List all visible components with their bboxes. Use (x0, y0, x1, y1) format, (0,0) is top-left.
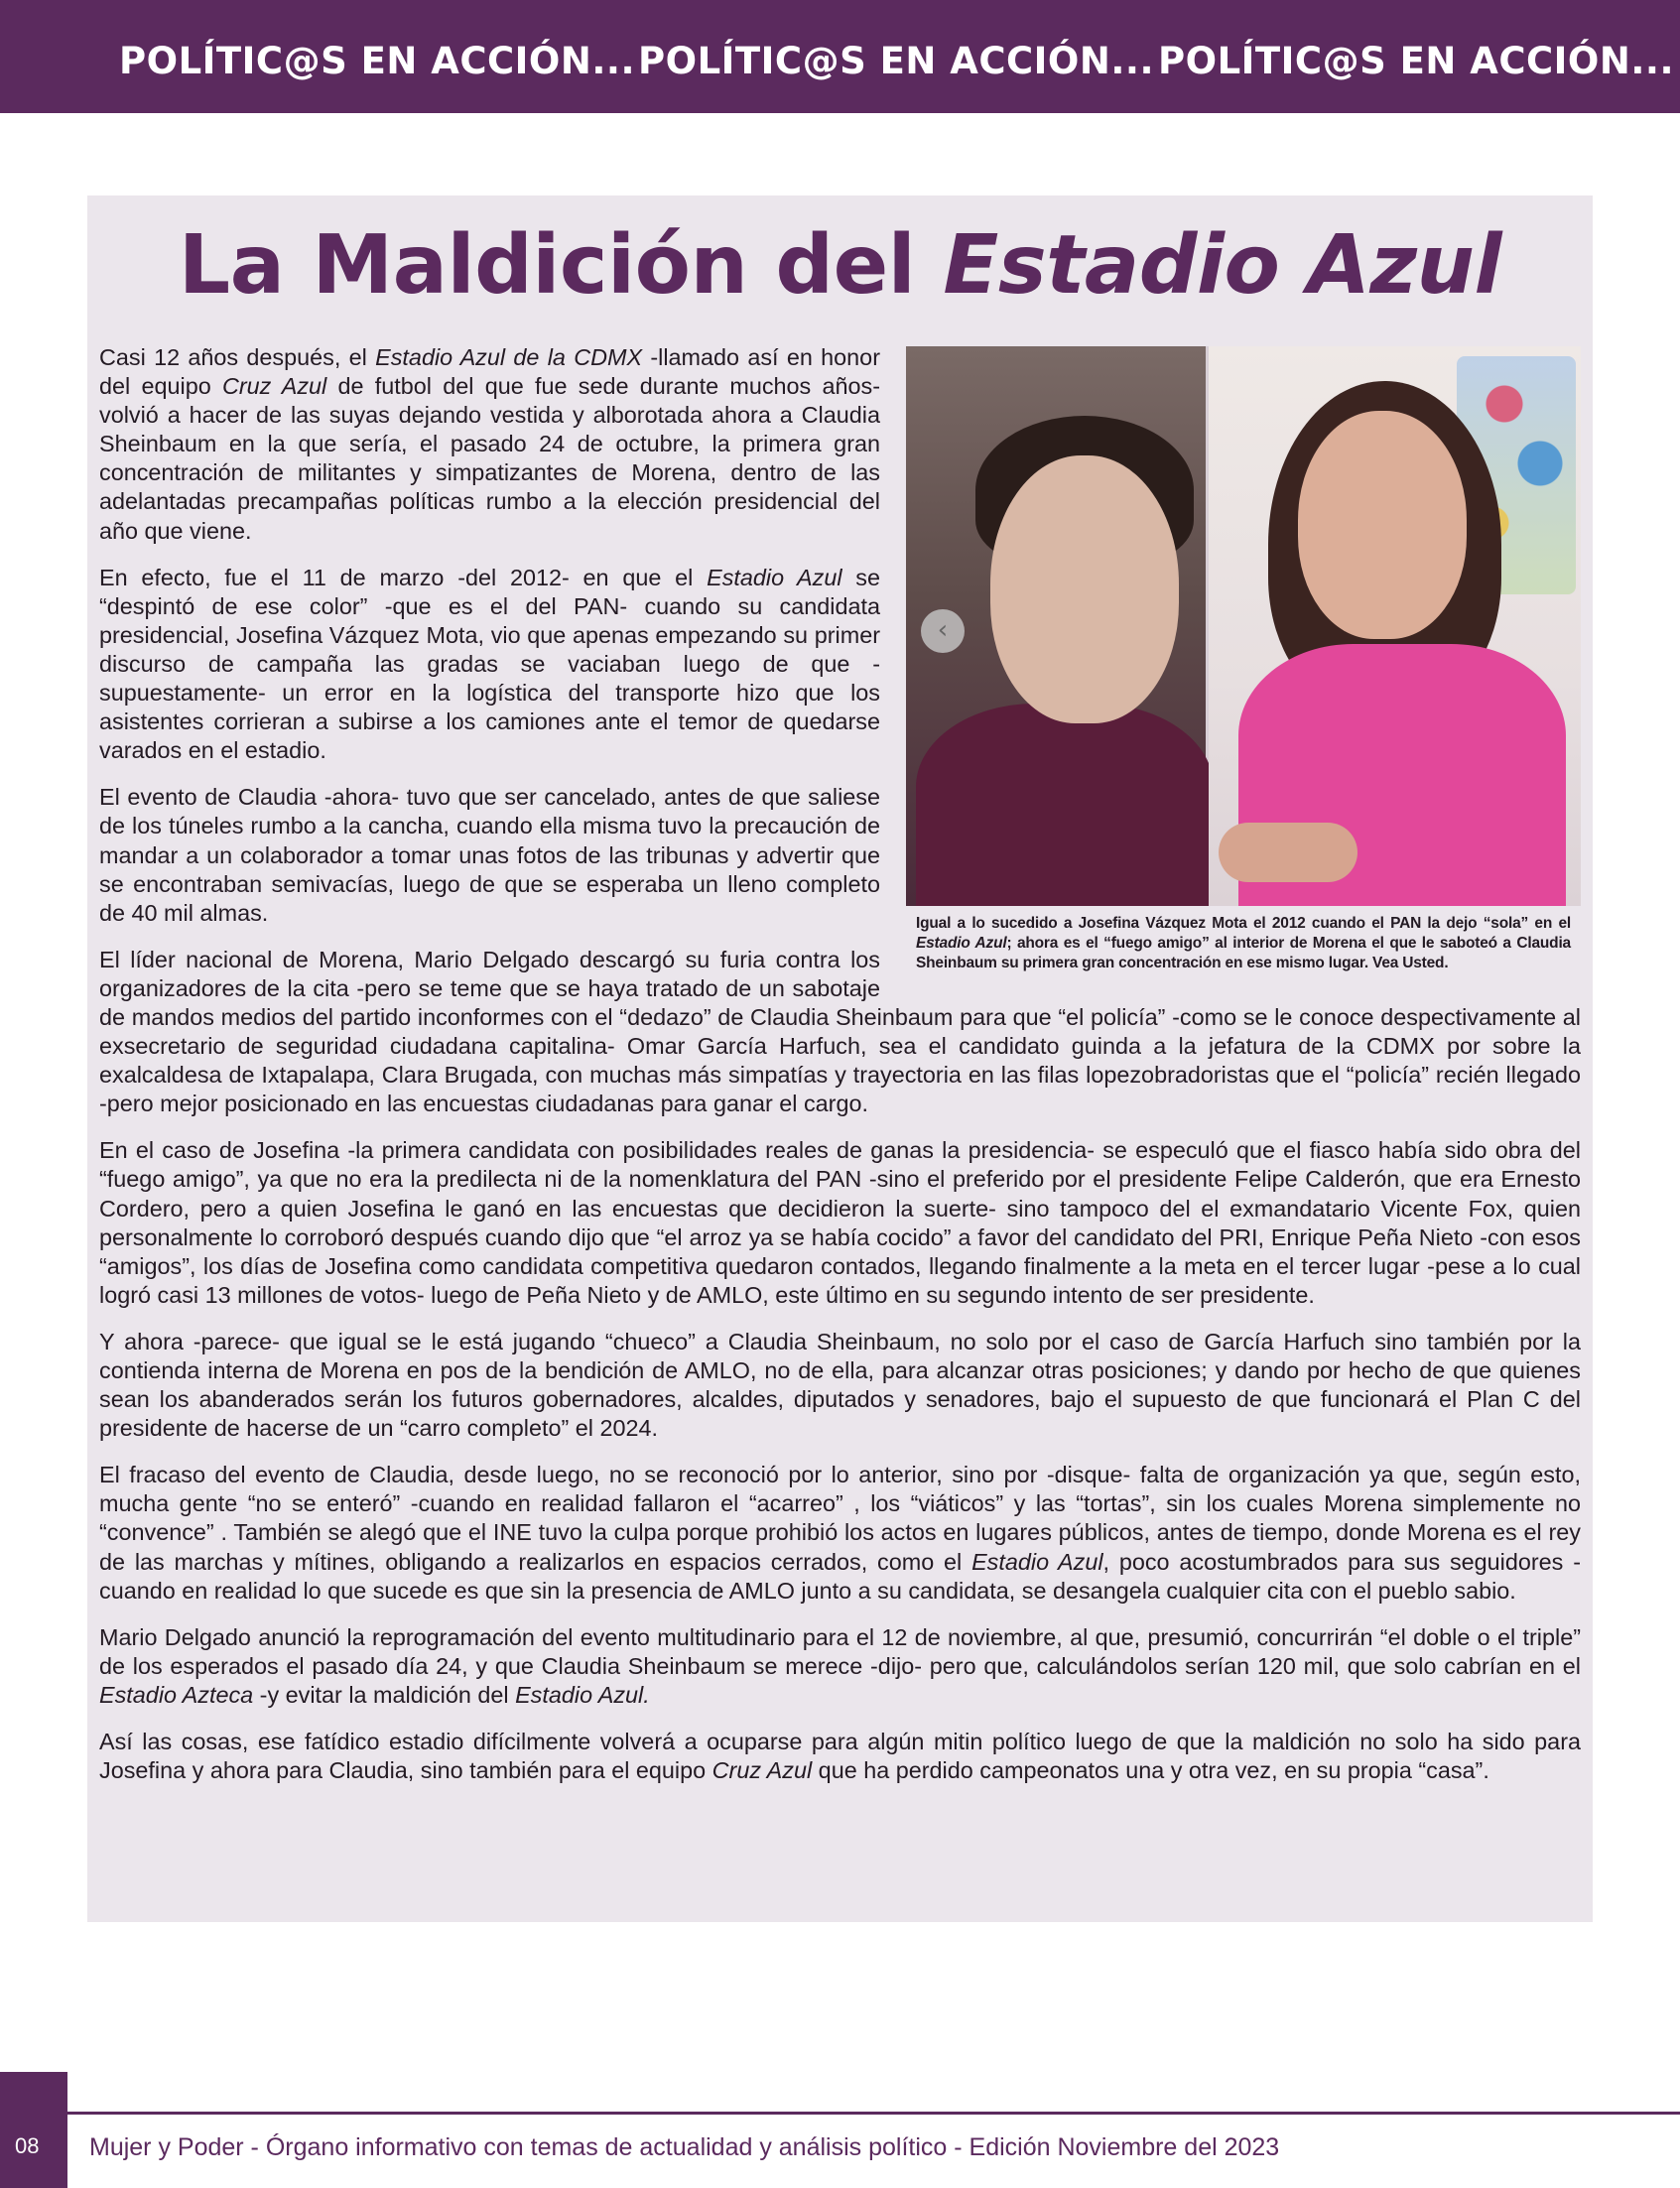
paragraph-7: El fracaso del evento de Claudia, desde luego, no se reconoció por lo anterior, sino por -disque- falta de organización ya que, según esto, mucha gente “no se enteró” -cuando en realidad fallaron el “acarreo” , los “viáticos” y las “tortas”, sin los cuales Morena simplemente no “convence” . También se alegó que el INE tuvo la culpa porque prohibió los actos en lugares públicos, antes de tiempo, donde Morena es el rey de las marchas y mítines, obligando a realizarlos en espacios cerrados, como el Estadio Azul, poco acostumbrados para sus seguidores -cuando en realidad lo que sucede es que sin la presencia de AMLO junto a su candidata, se desangela cualquier cita con el pueblo sabio. (99, 1462, 1581, 1604)
banner-text-3: POLÍTIC@S EN ACCIÓN... (1158, 40, 1675, 82)
banner-text-2: POLÍTIC@S EN ACCIÓN... (638, 40, 1155, 82)
paragraph-3: El evento de Claudia -ahora- tuvo que ser cancelado, antes de que saliese de los túneles rumbo a la cancha, cuando ella misma tuvo la precaución de mandar a un colaborador a tomar unas fotos de las tribunas y advertir que se encontraban semivacías, luego de que se esperaba un lleno completo de 40 mil almas. (99, 784, 880, 926)
photo-caption: Igual a lo sucedido a Josefina Vázquez Mota el 2012 cuando el PAN la dejo “sola” en el Estadio Azul; ahora es el “fuego amigo” al interior de Morena el que le saboteó a Claudia Sheinbaum su primera gran concentración en ese mismo lugar. Vea Usted. (916, 915, 1571, 971)
footer-text: Mujer y Poder - Órgano informativo con temas de actualidad y análisis político - Edición Noviembre del 2023 (89, 2133, 1280, 2161)
banner-text-1: POLÍTIC@S EN ACCIÓN... (119, 40, 636, 82)
title-plain: La Maldición del (178, 218, 944, 313)
chevron-left-icon[interactable]: ‹ (921, 609, 965, 653)
paragraph-8: Mario Delgado anunció la reprogramación del evento multitudinario para el 12 de noviembre, al que, presumió, concurrirán “el doble o el triple” de los esperados el pasado día 24, y que Claudia Sheinbaum se merece -dijo- pero que, calculándolos serían 120 mil, que solo cabrían en el Estadio Azteca -y evitar la maldición del Estadio Azul. (99, 1623, 1581, 1708)
page-number: 08 (0, 2072, 67, 2188)
header-banner (0, 0, 1680, 113)
paragraph-5: En el caso de Josefina -la primera candidata con posibilidades reales de ganas la presidencia- se especuló que el fiasco había sido obra del “fuego amigo”, ya que no era la predilecta ni de la nomenklatura del PAN -sino el preferido por el presidente Felipe Calderón, que era Ernesto Cordero, pero a quien Josefina le ganó en las encuestas que decidieron la suerte- sino tampoco del el exmandatario Vicente Fox, quien personalmente lo corroboró después cuando dijo que “el arroz ya se había cocido” a favor del candidato del PRI, Enrique Peña Nieto -con esos “amigos”, los días de Josefina como candidata competitiva quedaron contados, llegando finalmente a la meta en el tercer lugar -pese a lo cual logró casi 13 millones de votos- luego de Peña Nieto y de AMLO, este último en su segundo intento de ser presidente. (99, 1137, 1581, 1308)
article-body (99, 343, 1581, 1803)
photo-josefina-vazquez-mota (1209, 346, 1581, 906)
article-figure (906, 346, 1581, 989)
paragraph-4: El líder nacional de Morena, Mario Delgado descargó su furia contra los organizadores de la cita -pero se teme que se haya tratado de un sabotaje de mandos medios del partido inconformes con el “dedazo” de Claudia Sheinbaum para que “el policía” -como se le conoce despectivamente al exsecretario de seguridad ciudadana capitalina- Omar García Harfuch, sea el candidato guinda a la jefatura de la CDMX por sobre la exalcaldesa de Ixtapalapa, Clara Brugada, con muchas más simpatías y trayectoria en las filas lopezobradoristas que el “policía” recién llegado -pero mejor posicionado en las encuestas ciudadanas para ganar el cargo. (99, 946, 1581, 1117)
paragraph-9: Así las cosas, ese fatídico estadio difícilmente volverá a ocuparse para algún mitin político luego de que la maldición no solo ha sido para Josefina y ahora para Claudia, sino también para el equipo Cruz Azul que ha perdido campeonatos una y otra vez, en su propia “casa”. (99, 1729, 1581, 1784)
footer-divider (67, 2112, 1680, 2115)
article-title (0, 218, 1680, 313)
paragraph-1: Casi 12 años después, el Estadio Azul de la CDMX -llamado así en honor del equipo Cruz Azul de futbol del que fue sede durante muchos años- volvió a hacer de las suyas dejando vestida y alborotada ahora a Claudia Sheinbaum en la que sería, el pasado 24 de octubre, la primera gran concentración de militantes y simpatizantes de Morena, dentro de las adelantadas precampañas políticas rumbo a la elección presidencial del año que viene. (99, 344, 880, 544)
paragraph-6: Y ahora -parece- que igual se le está jugando “chueco” a Claudia Sheinbaum, no solo por el caso de García Harfuch sino también por la contienda interna de Morena en pos de la bendición de AMLO, no de ella, para alcanzar otras posiciones; y dando por hecho de que quienes sean los abanderados serán los futuros gobernadores, alcaldes, diputados y senadores, bajo el supuesto de que funcionará el Plan C del presidente de hacerse de un “carro completo” el 2024. (99, 1328, 1581, 1442)
paragraph-2: En efecto, fue el 11 de marzo -del 2012- en que el Estadio Azul se “despintó de ese color” -que es el del PAN- cuando su candidata presidencial, Josefina Vázquez Mota, vio que apenas empezando su primer discurso de campaña las gradas se vaciaban luego de que -supuestamente- un error en la logística del transporte hizo que los asistentes corrieran a subirse a los camiones ante el temor de quedarse varados en el estadio. (99, 564, 881, 764)
title-italic: Estadio Azul (943, 218, 1502, 313)
article-photo (906, 346, 1581, 906)
